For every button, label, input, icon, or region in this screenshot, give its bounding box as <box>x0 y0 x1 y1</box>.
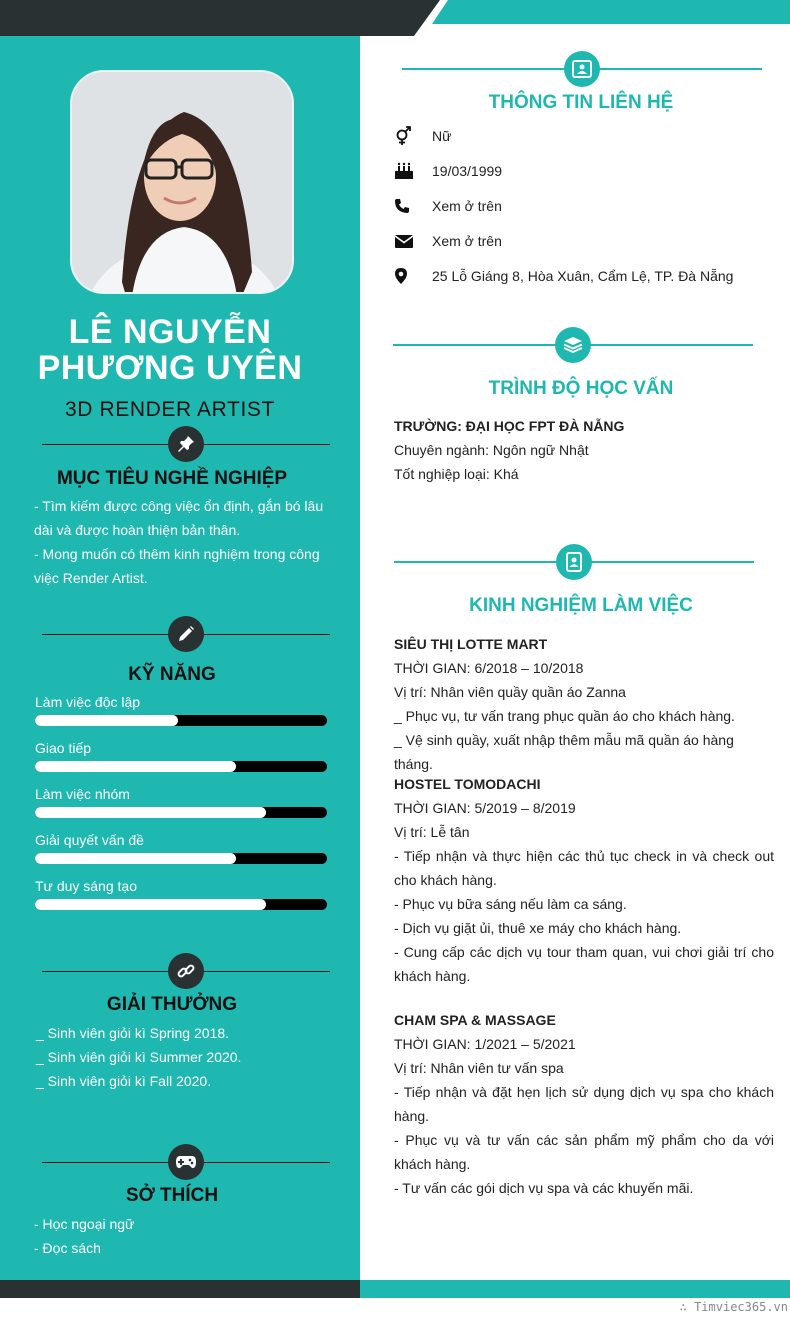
experience-title: KINH NGHIỆM LÀM VIỆC <box>469 595 693 616</box>
name-line-1: LÊ NGUYỄN <box>68 313 272 351</box>
contact-gender <box>394 124 774 148</box>
job-entry <box>394 772 774 988</box>
job-company: HOSTEL TOMODACHI <box>394 776 541 792</box>
awards-title: GIẢI THƯỞNG <box>106 994 238 1015</box>
pencil-icon <box>168 616 204 652</box>
bottom-decor-bar <box>0 1280 790 1298</box>
skill-fill <box>35 807 266 818</box>
contact-birthday <box>394 159 774 183</box>
gamepad-icon <box>168 1144 204 1180</box>
job-task: - Cung cấp các dịch vụ tour tham quan, vui chơi giải trí cho khách hàng. <box>394 944 774 984</box>
skill-label: Làm việc độc lập <box>35 694 141 710</box>
name-line-2: PHƯƠNG UYÊN <box>37 349 303 387</box>
phone-value[interactable]: Xem ở trên <box>432 198 502 214</box>
books-icon <box>555 327 591 363</box>
award-item: _ Sinh viên giỏi kì Fall 2020. <box>36 1073 212 1089</box>
gender-value: Nữ <box>432 128 452 144</box>
skill-fill <box>35 715 178 726</box>
skill-label: Tư duy sáng tạo <box>35 878 137 894</box>
birthday-cake-icon <box>394 159 432 183</box>
job-task: - Tiếp nhận và đặt hẹn lịch sử dụng dịch vụ spa cho khách hàng. <box>394 1084 774 1124</box>
job-task: _ Vệ sinh quầy, xuất nhập thêm mẫu mã quần áo hàng tháng. <box>394 732 734 772</box>
id-badge-icon <box>556 544 592 580</box>
skill-label: Giải quyết vấn đề <box>35 832 144 848</box>
skills-title: KỸ NĂNG <box>128 664 216 685</box>
education-details <box>394 414 774 486</box>
education-title: TRÌNH ĐỘ HỌC VẤN <box>488 378 674 399</box>
graduation-grade: Tốt nghiệp loại: Khá <box>394 466 519 482</box>
objective-line: - Mong muốn có thêm kinh nghiệm trong công việc Render Artist. <box>34 546 320 586</box>
hobbies-list <box>34 1212 330 1260</box>
job-position: Vị trí: Nhân viên tư vấn spa <box>394 1060 564 1076</box>
profile-photo <box>70 70 294 294</box>
award-item: _ Sinh viên giỏi kì Summer 2020. <box>36 1049 242 1065</box>
job-task: - Phục vụ và tư vấn các sản phẩm mỹ phẩm cho da với khách hàng. <box>394 1132 774 1172</box>
job-time: THỜI GIAN: 5/2019 – 8/2019 <box>394 800 576 816</box>
contact-title: THÔNG TIN LIÊN HỆ <box>488 92 674 113</box>
email-value[interactable]: Xem ở trên <box>432 233 502 249</box>
skill-label: Giao tiếp <box>35 740 92 756</box>
map-marker-icon <box>394 264 432 288</box>
job-company: CHAM SPA & MASSAGE <box>394 1012 556 1028</box>
hobbies-title: SỞ THÍCH <box>125 1185 219 1206</box>
skill-bar <box>35 899 327 910</box>
job-task: - Phục vụ bữa sáng nếu làm ca sáng. <box>394 896 627 912</box>
awards-list <box>36 1021 332 1093</box>
job-time: THỜI GIAN: 6/2018 – 10/2018 <box>394 660 584 676</box>
watermark-icon: ∴ <box>679 1300 695 1314</box>
job-company: SIÊU THỊ LOTTE MART <box>394 636 548 652</box>
school-name: TRƯỜNG: ĐẠI HỌC FPT ĐÀ NẴNG <box>394 418 625 434</box>
left-sidebar <box>0 36 360 1280</box>
skill-bar <box>35 761 327 772</box>
gender-icon <box>394 124 432 148</box>
job-time: THỜI GIAN: 1/2021 – 5/2021 <box>394 1036 576 1052</box>
job-entry <box>394 1008 774 1200</box>
birthday-value: 19/03/1999 <box>432 163 503 179</box>
top-decor-bar <box>0 0 790 36</box>
hobby-item: - Học ngoại ngữ <box>34 1216 135 1232</box>
contact-address <box>394 264 774 288</box>
skill-fill <box>35 899 266 910</box>
skill-bar <box>35 715 327 726</box>
job-title: 3D RENDER ARTIST <box>65 398 275 421</box>
objective-title: MỤC TIÊU NGHỀ NGHIỆP <box>56 468 288 489</box>
job-position: Vị trí: Nhân viên quầy quần áo Zanna <box>394 684 626 700</box>
job-entry <box>394 632 774 776</box>
job-task: - Tư vấn các gói dịch vụ spa và các khuyến mãi. <box>394 1180 694 1196</box>
skill-bar <box>35 807 327 818</box>
pin-icon <box>168 426 204 462</box>
skill-label: Làm việc nhóm <box>35 786 130 802</box>
job-task: - Dịch vụ giặt ủi, thuê xe máy cho khách hàng. <box>394 920 682 936</box>
job-task: - Tiếp nhận và thực hiện các thủ tục check in và check out cho khách hàng. <box>394 848 774 888</box>
skill-fill <box>35 761 236 772</box>
watermark-text: Timviec365.vn <box>694 1300 788 1314</box>
job-task: _ Phục vụ, tư vấn trang phục quần áo cho khách hàng. <box>394 708 735 724</box>
award-item: _ Sinh viên giỏi kì Spring 2018. <box>36 1025 230 1041</box>
email-icon <box>394 229 432 253</box>
job-position: Vị trí: Lễ tân <box>394 824 470 840</box>
watermark <box>680 1300 788 1314</box>
address-value: 25 Lỗ Giáng 8, Hòa Xuân, Cẩm Lệ, TP. Đà Nẵng <box>432 268 734 284</box>
full-name <box>0 314 340 386</box>
objective-line: - Tìm kiếm được công việc ổn định, gắn bó lâu dài và được hoàn thiện bản thân. <box>34 498 324 538</box>
skill-fill <box>35 853 236 864</box>
objective-text <box>34 494 330 590</box>
skill-bar <box>35 853 327 864</box>
phone-icon <box>394 194 432 218</box>
hobby-item: - Đọc sách <box>34 1240 101 1256</box>
contact-email <box>394 229 774 253</box>
link-icon <box>168 953 204 989</box>
major: Chuyên ngành: Ngôn ngữ Nhật <box>394 442 589 458</box>
contact-card-icon <box>564 51 600 87</box>
contact-phone <box>394 194 774 218</box>
